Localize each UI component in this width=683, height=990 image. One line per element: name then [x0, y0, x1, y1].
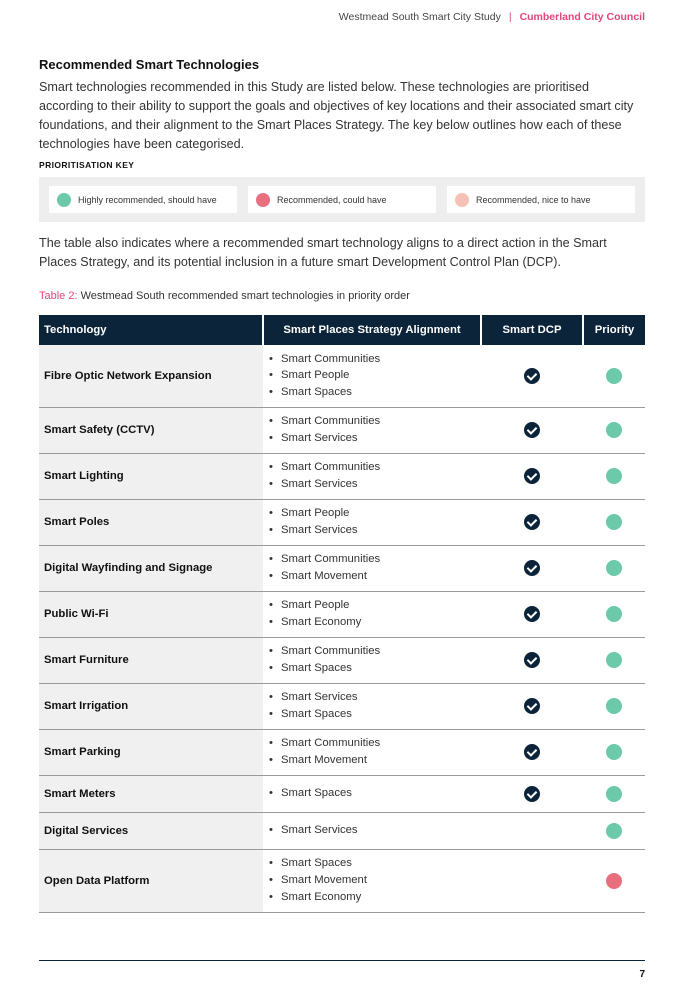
table-header-row — [39, 315, 645, 345]
smart-dcp-cell — [481, 407, 583, 453]
alignment-cell — [263, 591, 481, 637]
green-dot-icon — [57, 193, 71, 207]
column-header-technology: Technology — [39, 315, 263, 345]
checkmark-icon — [524, 514, 540, 530]
key-item-highly-recommended — [49, 186, 237, 213]
alignment-item: • Smart People — [269, 597, 481, 614]
priority-cell — [583, 345, 645, 407]
smart-dcp-cell — [481, 812, 583, 849]
checkmark-icon — [524, 468, 540, 484]
table-row — [39, 812, 645, 849]
checkmark-icon — [524, 744, 540, 760]
alignment-list — [269, 689, 481, 722]
technology-name: Digital Wayfinding and Signage — [39, 545, 263, 591]
table-caption-text: Westmead South recommended smart technologies in priority order — [80, 290, 410, 302]
alignment-item: • Smart Movement — [269, 568, 481, 585]
priority-cell — [583, 775, 645, 812]
alignment-item: • Smart Movement — [269, 752, 481, 769]
alignment-cell — [263, 345, 481, 407]
priority-dot-icon — [606, 698, 622, 714]
checkmark-icon — [524, 606, 540, 622]
checkmark-icon — [524, 368, 540, 384]
priority-cell — [583, 812, 645, 849]
alignment-cell — [263, 407, 481, 453]
alignment-cell — [263, 812, 481, 849]
footer-divider — [39, 960, 645, 961]
column-header-alignment: Smart Places Strategy Alignment — [263, 315, 481, 345]
technology-name: Smart Meters — [39, 775, 263, 812]
technology-name: Digital Services — [39, 812, 263, 849]
pink-dot-icon — [455, 193, 469, 207]
header-separator: | — [508, 11, 512, 23]
alignment-list — [269, 735, 481, 768]
checkmark-icon — [524, 652, 540, 668]
checkmark-icon — [524, 698, 540, 714]
alignment-item: • Smart Spaces — [269, 855, 481, 872]
alignment-list — [269, 413, 481, 446]
priority-cell — [583, 849, 645, 912]
alignment-cell — [263, 545, 481, 591]
priority-dot-icon — [606, 744, 622, 760]
column-header-priority: Priority — [583, 315, 645, 345]
priority-cell — [583, 499, 645, 545]
alignment-item: • Smart Economy — [269, 614, 481, 631]
alignment-item: • Smart Movement — [269, 872, 481, 889]
alignment-item: • Smart Communities — [269, 351, 481, 368]
priority-dot-icon — [606, 514, 622, 530]
prioritisation-key — [39, 177, 645, 222]
alignment-list — [269, 643, 481, 676]
alignment-item: • Smart Communities — [269, 459, 481, 476]
header-study-title: Westmead South Smart City Study — [338, 11, 501, 23]
priority-cell — [583, 453, 645, 499]
alignment-item: • Smart Services — [269, 822, 481, 839]
smart-dcp-cell — [481, 775, 583, 812]
priority-dot-icon — [606, 606, 622, 622]
alignment-item: • Smart Spaces — [269, 660, 481, 677]
alignment-cell — [263, 683, 481, 729]
alignment-cell — [263, 849, 481, 912]
technology-name: Smart Poles — [39, 499, 263, 545]
priority-dot-icon — [606, 652, 622, 668]
alignment-item: • Smart Spaces — [269, 785, 481, 802]
technology-name: Smart Parking — [39, 729, 263, 775]
alignment-item: • Smart People — [269, 367, 481, 384]
table-row — [39, 545, 645, 591]
header-council-name: Cumberland City Council — [519, 11, 645, 23]
table-row — [39, 453, 645, 499]
alignment-item: • Smart Services — [269, 689, 481, 706]
priority-dot-icon — [606, 468, 622, 484]
alignment-cell — [263, 453, 481, 499]
key-item-label: Recommended, could have — [277, 194, 387, 205]
alignment-item: • Smart Spaces — [269, 706, 481, 723]
alignment-item: • Smart Communities — [269, 413, 481, 430]
red-dot-icon — [256, 193, 270, 207]
alignment-item: • Smart People — [269, 505, 481, 522]
alignment-list — [269, 459, 481, 492]
priority-cell — [583, 683, 645, 729]
table-row — [39, 345, 645, 407]
priority-dot-icon — [606, 873, 622, 889]
table-intro-paragraph: The table also indicates where a recommended smart technology aligns to a direct action in the Smart Places Strategy, and its potential inclusion in a future smart Development Control Plan (DCP). — [39, 236, 607, 269]
table-number: Table 2: — [39, 290, 78, 302]
table-row — [39, 775, 645, 812]
alignment-cell — [263, 775, 481, 812]
priority-dot-icon — [606, 560, 622, 576]
priority-dot-icon — [606, 786, 622, 802]
alignment-cell — [263, 729, 481, 775]
key-item-could-have — [248, 186, 436, 213]
key-item-label: Recommended, nice to have — [476, 194, 591, 205]
technology-name: Public Wi-Fi — [39, 591, 263, 637]
alignment-list — [269, 855, 481, 905]
key-item-label: Highly recommended, should have — [78, 194, 217, 205]
alignment-list — [269, 505, 481, 538]
priority-dot-icon — [606, 368, 622, 384]
alignment-list — [269, 822, 481, 839]
priority-cell — [583, 591, 645, 637]
table-row — [39, 637, 645, 683]
alignment-item: • Smart Communities — [269, 551, 481, 568]
alignment-item: • Smart Services — [269, 430, 481, 447]
alignment-item: • Smart Communities — [269, 735, 481, 752]
smart-dcp-cell — [481, 683, 583, 729]
key-item-nice-to-have — [447, 186, 635, 213]
smart-dcp-cell — [481, 345, 583, 407]
table-row — [39, 591, 645, 637]
alignment-list — [269, 551, 481, 584]
table-row — [39, 849, 645, 912]
priority-dot-icon — [606, 823, 622, 839]
priority-dot-icon — [606, 422, 622, 438]
alignment-list — [269, 351, 481, 401]
intro-paragraph: Smart technologies recommended in this Study are listed below. These technologies are prioritised according to their ability to support the goals and objectives of key locations and their associated smart city foundations, and their alignment to the Smart Places Strategy. The key below outlines how each of these technologies have been categorised. — [39, 80, 634, 151]
alignment-item: • Smart Services — [269, 476, 481, 493]
table-row — [39, 683, 645, 729]
section-title: Recommended Smart Technologies — [39, 57, 260, 72]
technology-name: Smart Safety (CCTV) — [39, 407, 263, 453]
table-caption — [39, 290, 645, 302]
technology-name: Smart Furniture — [39, 637, 263, 683]
smart-dcp-cell — [481, 591, 583, 637]
alignment-item: • Smart Services — [269, 522, 481, 539]
priority-cell — [583, 637, 645, 683]
technology-name: Smart Lighting — [39, 453, 263, 499]
alignment-cell — [263, 637, 481, 683]
alignment-list — [269, 597, 481, 630]
table-row — [39, 407, 645, 453]
smart-dcp-cell — [481, 545, 583, 591]
column-header-smart-dcp: Smart DCP — [481, 315, 583, 345]
technology-name: Smart Irrigation — [39, 683, 263, 729]
smart-dcp-cell — [481, 637, 583, 683]
page-number: 7 — [639, 969, 645, 980]
technology-name: Fibre Optic Network Expansion — [39, 345, 263, 407]
priority-cell — [583, 545, 645, 591]
priority-cell — [583, 729, 645, 775]
smart-dcp-cell — [481, 453, 583, 499]
smart-dcp-cell — [481, 499, 583, 545]
alignment-cell — [263, 499, 481, 545]
checkmark-icon — [524, 422, 540, 438]
prioritisation-key-label: PRIORITISATION KEY — [39, 160, 135, 170]
smart-dcp-cell — [481, 849, 583, 912]
table-row — [39, 499, 645, 545]
priority-cell — [583, 407, 645, 453]
alignment-item: • Smart Economy — [269, 889, 481, 906]
alignment-list — [269, 785, 481, 802]
technologies-table — [39, 315, 645, 913]
page-header — [339, 11, 645, 23]
checkmark-icon — [524, 786, 540, 802]
alignment-item: • Smart Communities — [269, 643, 481, 660]
technology-name: Open Data Platform — [39, 849, 263, 912]
alignment-item: • Smart Spaces — [269, 384, 481, 401]
smart-dcp-cell — [481, 729, 583, 775]
checkmark-icon — [524, 560, 540, 576]
table-row — [39, 729, 645, 775]
